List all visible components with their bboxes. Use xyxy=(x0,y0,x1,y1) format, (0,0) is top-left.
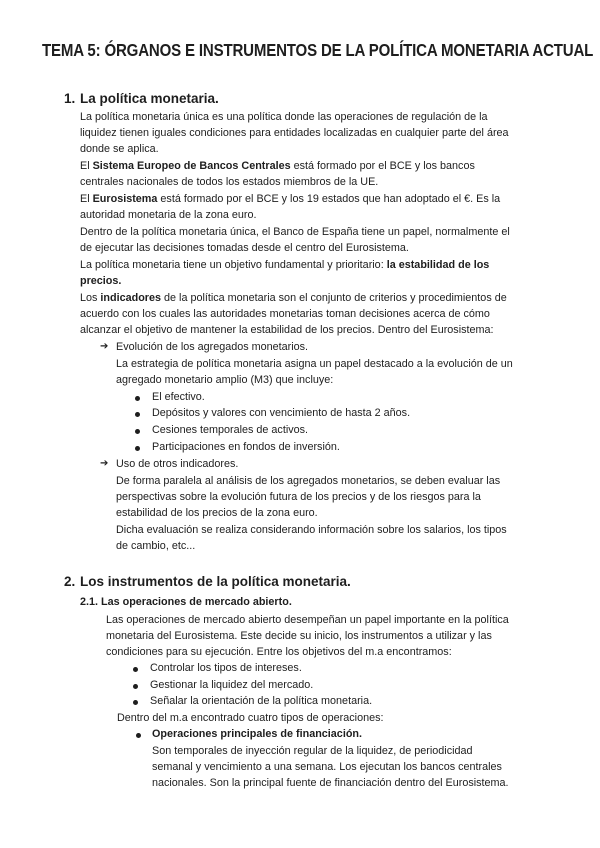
text: El xyxy=(80,160,93,172)
text: El xyxy=(80,193,93,205)
s1-p4-line2: de ejecutar las decisiones tomadas desde el centro del Eurosistema. xyxy=(80,242,409,254)
term-eurosistema: Eurosistema xyxy=(92,193,158,205)
list-item: Participaciones en fondos de inversión. xyxy=(152,441,340,453)
list-item: Gestionar la liquidez del mercado. xyxy=(150,679,314,691)
text: Los xyxy=(80,292,101,304)
list-item: Cesiones temporales de activos. xyxy=(152,424,309,436)
s1-p2-line1 xyxy=(80,158,475,174)
s1-p6-line1 xyxy=(80,290,507,306)
text: de la política monetaria son el conjunto de criterios y procedimientos de xyxy=(161,292,507,304)
bullet-icon xyxy=(133,684,138,689)
arrow-item-1-text-line2: agregado monetario amplio (M3) que incluye: xyxy=(116,374,334,386)
s1-p6-line2: acuerdo con los cuales las autoridades monetarias toman decisiones acerca de cómo xyxy=(80,308,490,320)
s1-p3-line1 xyxy=(80,191,500,207)
arrow-item-1-text-line1: La estrategia de política monetaria asigna un papel destacado a la evolución de un xyxy=(116,358,513,370)
term-estabilidad: la estabilidad de los xyxy=(386,259,490,271)
s1-p4-line1: Dentro de la política monetaria única, el Banco de España tiene un papel, normalmente el xyxy=(80,226,510,238)
s2-p2: Dentro del m.a encontrado cuatro tipos de operaciones: xyxy=(117,712,384,724)
arrow-item-1: Evolución de los agregados monetarios. xyxy=(116,341,309,353)
term-sebc: Sistema Europeo de Bancos Centrales xyxy=(92,160,291,172)
s2-p1-line3: condiciones para su ejecución. Entre los objetivos del m.a encontramos: xyxy=(106,646,452,658)
bullet-icon xyxy=(135,396,140,401)
arrow-item-2-text-line3: estabilidad de los precios de la zona euro. xyxy=(116,507,318,519)
operation-1-text-line2: semanal y vencimiento a una semana. Los ejecutan los bancos centrales xyxy=(152,761,502,773)
s1-p2-line2: centrales nacionales de todos los estados miembros de la UE. xyxy=(80,176,379,188)
arrow-item-2: Uso de otros indicadores. xyxy=(116,458,239,470)
s1-p5-line1 xyxy=(80,257,489,273)
section-2-number: 2. xyxy=(64,574,76,589)
operation-heading-1: Operaciones principales de financiación. xyxy=(152,728,363,740)
list-item: Depósitos y valores con vencimiento de hasta 2 años. xyxy=(152,407,411,419)
term-indicadores: indicadores xyxy=(100,292,162,304)
s2-p1-line2: monetaria del Eurosistema. Este decide su inicio, los instrumentos a utilizar y las xyxy=(106,630,492,642)
section-2-heading: Los instrumentos de la política monetaria. xyxy=(80,574,351,589)
arrow-right-icon: ➔ xyxy=(100,341,109,352)
arrow-right-icon: ➔ xyxy=(100,458,109,469)
text: La política monetaria tiene un objetivo fundamental y prioritario: xyxy=(80,259,387,271)
arrow-item-2-text-line1: De forma paralela al análisis de los agregados monetarios, se deben evaluar las xyxy=(116,475,501,487)
text: está formado por el BCE y los bancos xyxy=(290,160,475,172)
arrow-item-2-text-line5: de cambio, etc... xyxy=(116,540,196,552)
arrow-item-2-text-line2: perspectivas sobre la evolución futura de los precios y de los riesgos para la xyxy=(116,491,481,503)
s1-p1-line2: liquidez tienen iguales condiciones para entidades localizadas en cualquier parte del área xyxy=(80,127,509,139)
arrow-item-2-text-line4: Dicha evaluación se realiza considerando información sobre los salarios, los tipos xyxy=(116,524,507,536)
bullet-icon xyxy=(133,667,138,672)
page-title: TEMA 5: ÓRGANOS E INSTRUMENTOS DE LA POLÍTICA MONETARIA ACTUAL xyxy=(42,40,594,60)
section-1-number: 1. xyxy=(64,91,76,106)
s1-p1-line1: La política monetaria única es una política donde las operaciones de regulación de la xyxy=(80,111,488,123)
list-item: El efectivo. xyxy=(152,391,205,403)
section-1-heading: La política monetaria. xyxy=(80,91,219,106)
s1-p1-line3: donde se aplica. xyxy=(80,143,159,155)
bullet-icon xyxy=(133,700,138,705)
operation-1-text-line3: nacionales. Son la principal fuente de financiación dentro del Eurosistema. xyxy=(152,777,509,789)
bullet-icon xyxy=(135,446,140,451)
operation-1-text-line1: Son temporales de inyección regular de la liquidez, de periodicidad xyxy=(152,745,473,757)
text: está formado por el BCE y los 19 estados que han adoptado el €. Es la xyxy=(157,193,501,205)
subsection-2-1-heading: 2.1. Las operaciones de mercado abierto. xyxy=(80,596,292,608)
list-item: Señalar la orientación de la política monetaria. xyxy=(150,695,373,707)
bullet-icon xyxy=(135,429,140,434)
s1-p3-line2: autoridad monetaria de la zona euro. xyxy=(80,209,257,221)
s1-p5-line2: precios. xyxy=(80,275,122,287)
s1-p6-line3: alcanzar el objetivo de mantener la estabilidad de los precios. Dentro del Eurosistema: xyxy=(80,324,494,336)
s2-p1-line1: Las operaciones de mercado abierto desempeñan un papel importante en la política xyxy=(106,614,509,626)
bullet-icon xyxy=(135,412,140,417)
bullet-icon xyxy=(136,733,141,738)
list-item: Controlar los tipos de intereses. xyxy=(150,662,302,674)
